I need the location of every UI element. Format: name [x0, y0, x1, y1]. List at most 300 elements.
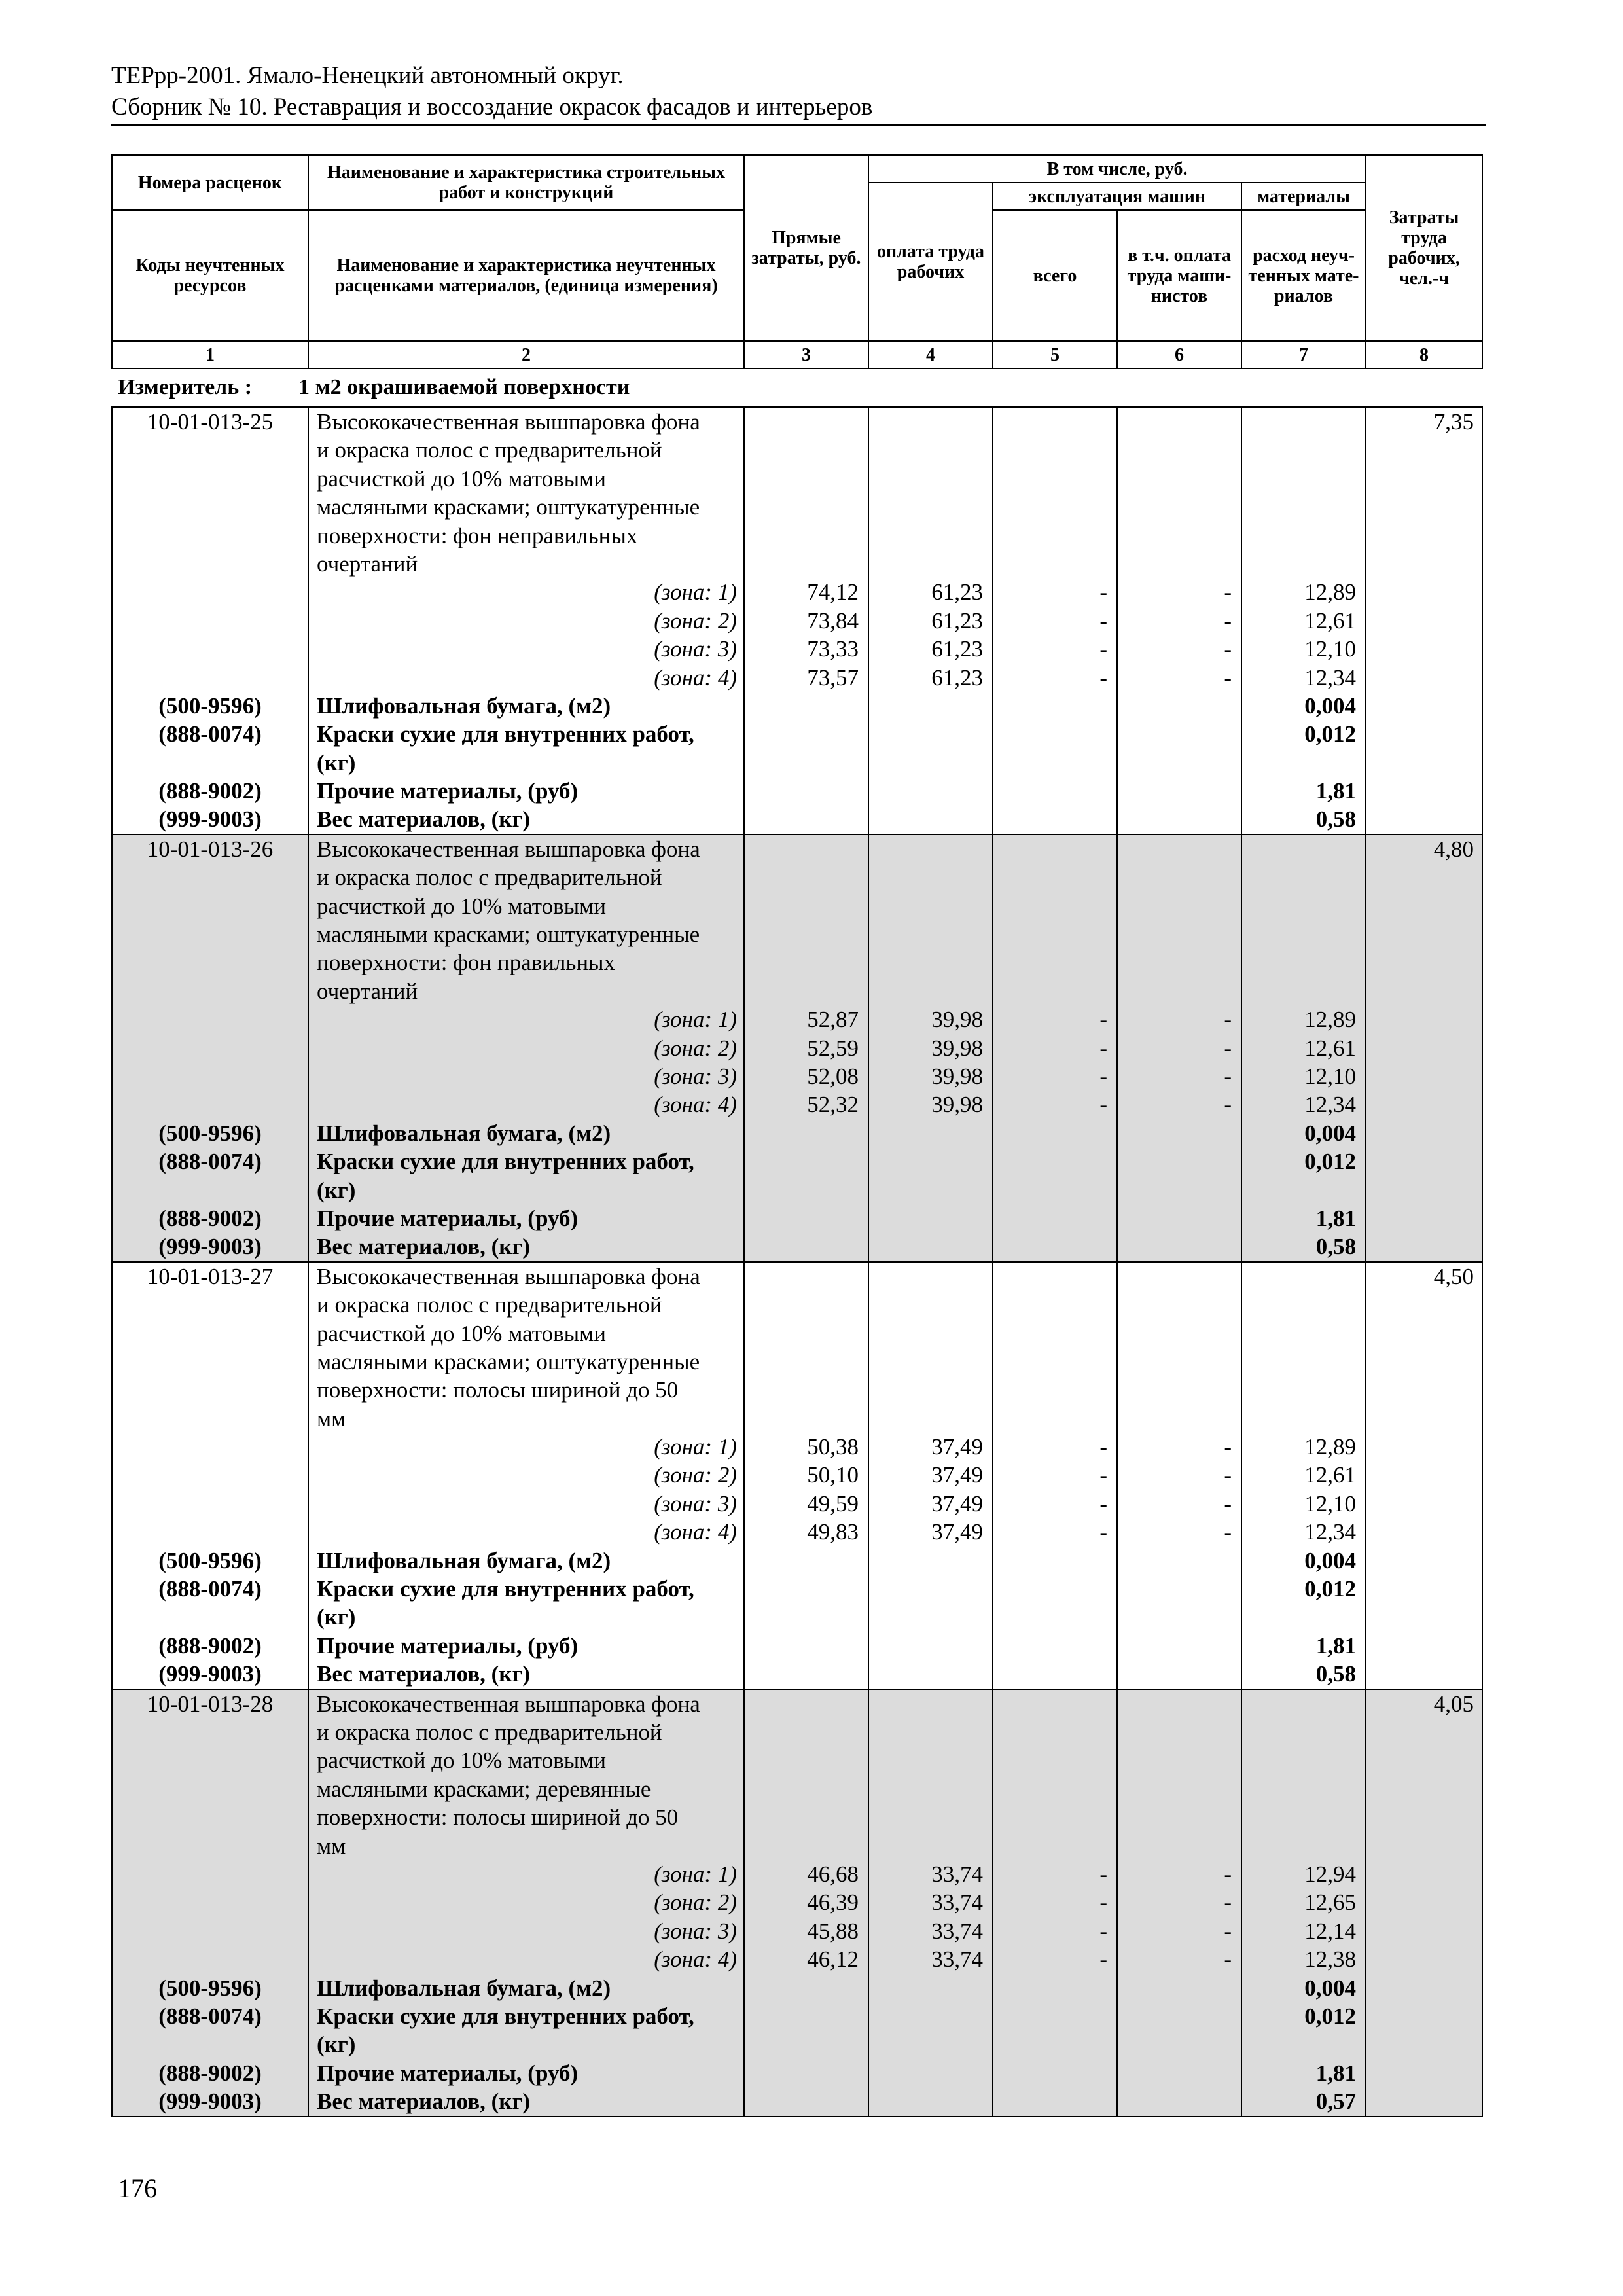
material-qty: 0,58	[1315, 806, 1356, 833]
blank-line	[1118, 1263, 1241, 1291]
materials-value: 12,10	[1304, 636, 1356, 662]
machine-total-value: -	[1099, 1946, 1107, 1973]
direct-cost-value: 52,32	[807, 1092, 859, 1118]
zone-label: (зона: 1)	[654, 1861, 737, 1887]
blank-line	[113, 635, 308, 663]
blank-line	[745, 1690, 868, 1718]
worker-pay-value: 39,98	[931, 1064, 983, 1089]
material-qty: 0,012	[1304, 721, 1356, 747]
blank-line	[113, 1888, 308, 1916]
blank-line	[1242, 1176, 1365, 1204]
machine-total-value: -	[1099, 1035, 1107, 1061]
material-name: Краски сухие для внутренних работ, (кг)	[317, 1149, 694, 1203]
resource-code: (999-9003)	[158, 1234, 262, 1260]
description-line: Высококачественная вышпаровка фона	[317, 1691, 700, 1717]
worker-pay-value: 37,49	[931, 1519, 983, 1545]
direct-cost-value: 46,39	[807, 1890, 859, 1916]
col-including: В том числе, руб.	[868, 155, 1366, 183]
blank-line	[869, 977, 992, 1005]
blank-line	[113, 1917, 308, 1945]
resource-code: (888-0074)	[158, 1149, 262, 1175]
machinist-pay-cell	[1117, 407, 1241, 834]
blank-line	[113, 550, 308, 578]
resource-code: (888-0074)	[158, 2003, 262, 2029]
labor-cell	[1366, 1262, 1482, 1689]
direct-cost-value: 46,12	[807, 1946, 859, 1973]
worker-pay-cell	[868, 407, 993, 834]
blank-line	[113, 1746, 308, 1774]
material-qty: 0,012	[1304, 1576, 1356, 1602]
machine-total-cell	[993, 1262, 1117, 1689]
col-number: 7	[1241, 341, 1366, 368]
header-divider	[111, 124, 1486, 126]
machinist-pay-value: -	[1224, 1007, 1232, 1033]
material-name: Шлифовальная бумага, (м2)	[317, 1547, 611, 1573]
blank-line	[745, 550, 868, 578]
machine-total-value: -	[1099, 1092, 1107, 1118]
worker-pay-value: 33,74	[931, 1861, 983, 1887]
blank-line	[745, 1291, 868, 1319]
material-qty: 0,58	[1315, 1661, 1356, 1687]
materials-value: 12,34	[1304, 1092, 1356, 1118]
machine-total-value: -	[1099, 1064, 1107, 1089]
description-line: и окраска полос с предварительной	[317, 865, 662, 891]
direct-cost-value: 45,88	[807, 1918, 859, 1944]
machinist-pay-value: -	[1224, 1092, 1232, 1118]
blank-line	[113, 1832, 308, 1860]
labor-cell	[1366, 1689, 1482, 2117]
blank-line	[745, 863, 868, 891]
worker-pay-value: 61,23	[931, 664, 983, 691]
description-line: и окраска полос с предварительной	[317, 437, 662, 463]
blank-line	[1242, 1803, 1365, 1831]
machine-total-value: -	[1099, 1434, 1107, 1460]
material-qty: 0,58	[1315, 1234, 1356, 1260]
blank-line	[1242, 892, 1365, 920]
blank-line	[1118, 1832, 1241, 1860]
materials-value: 12,61	[1304, 607, 1356, 634]
measure-line	[118, 375, 630, 400]
blank-line	[113, 1775, 308, 1803]
blank-line	[113, 436, 308, 464]
blank-line	[993, 892, 1116, 920]
description-cell	[308, 1262, 744, 1689]
zone-label: (зона: 1)	[654, 1434, 737, 1460]
machine-total-value: -	[1099, 1007, 1107, 1033]
blank-line	[745, 493, 868, 521]
blank-line	[1118, 1405, 1241, 1433]
zone-label: (зона: 3)	[654, 1918, 737, 1944]
description-line: расчисткой до 10% матовыми	[317, 1320, 606, 1346]
description-line: Высококачественная вышпаровка фона	[317, 1263, 700, 1289]
description-cell	[308, 834, 744, 1262]
description-line: очертаний	[317, 550, 418, 577]
blank-line	[1242, 493, 1365, 521]
materials-value: 12,10	[1304, 1064, 1356, 1089]
collection-title: ТЕРрр-2001. Ямало-Ненецкий автономный округ.	[111, 62, 624, 89]
blank-line	[1118, 863, 1241, 891]
materials-value: 12,10	[1304, 1490, 1356, 1516]
material-qty: 0,004	[1304, 1120, 1356, 1146]
blank-line	[1242, 1319, 1365, 1348]
blank-line	[993, 1348, 1116, 1376]
col-direct-costs: Прямые затраты, руб.	[744, 155, 868, 341]
machine-total-cell	[993, 1689, 1117, 2117]
blank-line	[993, 977, 1116, 1005]
zone-label: (зона: 4)	[654, 1519, 737, 1545]
col-number: 6	[1117, 341, 1241, 368]
zone-label: (зона: 4)	[654, 664, 737, 691]
blank-line	[745, 1718, 868, 1746]
zone-label: (зона: 3)	[654, 1490, 737, 1516]
col-labor-costs: Затраты труда рабочих, чел.-ч	[1366, 155, 1482, 341]
blank-line	[869, 493, 992, 521]
blank-line	[113, 1461, 308, 1489]
blank-line	[745, 522, 868, 550]
worker-pay-value: 61,23	[931, 636, 983, 662]
materials-value: 12,94	[1304, 1861, 1356, 1887]
blank-line	[1242, 948, 1365, 977]
blank-line	[745, 892, 868, 920]
collection-subtitle: Сборник № 10. Реставрация и воссоздание окрасок фасадов и интерьеров	[111, 94, 873, 120]
material-qty: 0,004	[1304, 1975, 1356, 2001]
description-line: поверхности: полосы шириной до 50	[317, 1377, 679, 1403]
machinist-pay-value: -	[1224, 579, 1232, 605]
blank-line	[1118, 977, 1241, 1005]
blank-line	[113, 1433, 308, 1461]
resource-code: (888-9002)	[158, 1205, 262, 1231]
blank-line	[1242, 1376, 1365, 1404]
material-name: Вес материалов, (кг)	[317, 1661, 530, 1687]
blank-line	[993, 522, 1116, 550]
blank-line	[1118, 465, 1241, 493]
materials-value: 12,61	[1304, 1462, 1356, 1488]
blank-line	[1118, 835, 1241, 863]
zone-label: (зона: 3)	[654, 1064, 737, 1089]
blank-line	[993, 1405, 1116, 1433]
blank-line	[1242, 1603, 1365, 1631]
material-name: Вес материалов, (кг)	[317, 2089, 530, 2115]
blank-line	[745, 948, 868, 977]
rate-code: 10-01-013-28	[147, 1691, 274, 1717]
materials-value: 12,89	[1304, 1434, 1356, 1460]
blank-line	[993, 1291, 1116, 1319]
blank-line	[113, 1348, 308, 1376]
blank-line	[113, 664, 308, 692]
blank-line	[869, 1291, 992, 1319]
machinist-pay-cell	[1117, 1689, 1241, 2117]
col-unaccounted-consumption: расход неуч- тенных мате- риалов	[1241, 210, 1366, 341]
material-qty: 1,81	[1315, 1205, 1356, 1231]
rate-code: 10-01-013-26	[147, 836, 274, 862]
blank-line	[993, 863, 1116, 891]
labor-value: 7,35	[1433, 409, 1474, 435]
blank-line	[745, 835, 868, 863]
blank-line	[745, 1405, 868, 1433]
rate-code-cell	[112, 1689, 308, 2117]
zone-label: (зона: 2)	[654, 1462, 737, 1488]
blank-line	[1118, 550, 1241, 578]
blank-line	[1242, 1775, 1365, 1803]
machinist-pay-value: -	[1224, 1946, 1232, 1973]
rate-block	[112, 1689, 1482, 2117]
material-name: Шлифовальная бумага, (м2)	[317, 1975, 611, 2001]
direct-cost-value: 50,38	[807, 1434, 859, 1460]
direct-cost-cell	[744, 834, 868, 1262]
blank-line	[1242, 550, 1365, 578]
blank-line	[113, 749, 308, 777]
machinist-pay-value: -	[1224, 607, 1232, 634]
blank-line	[1242, 1718, 1365, 1746]
blank-line	[113, 1291, 308, 1319]
blank-line	[993, 465, 1116, 493]
blank-line	[1118, 493, 1241, 521]
col-number: 3	[744, 341, 868, 368]
blank-line	[1118, 1348, 1241, 1376]
direct-cost-value: 52,59	[807, 1035, 859, 1061]
direct-cost-value: 73,84	[807, 607, 859, 634]
blank-line	[1118, 892, 1241, 920]
blank-line	[113, 1062, 308, 1090]
material-qty: 1,81	[1315, 2060, 1356, 2086]
blank-line	[993, 1376, 1116, 1404]
labor-value: 4,80	[1433, 836, 1474, 862]
blank-line	[113, 1718, 308, 1746]
blank-line	[1242, 835, 1365, 863]
blank-line	[869, 1718, 992, 1746]
machinist-pay-value: -	[1224, 1064, 1232, 1089]
description-line: поверхности: фон неправильных	[317, 522, 638, 548]
labor-cell	[1366, 407, 1482, 834]
rate-code: 10-01-013-27	[147, 1263, 274, 1289]
blank-line	[1242, 863, 1365, 891]
blank-line	[869, 1376, 992, 1404]
direct-cost-cell	[744, 1689, 868, 2117]
blank-line	[869, 522, 992, 550]
direct-cost-cell	[744, 1262, 868, 1689]
material-qty: 0,57	[1315, 2089, 1356, 2115]
rate-code-cell	[112, 407, 308, 834]
machinist-pay-value: -	[1224, 1861, 1232, 1887]
blank-line	[1242, 1690, 1365, 1718]
blank-line	[113, 578, 308, 606]
blank-line	[1242, 1348, 1365, 1376]
worker-pay-cell	[868, 1262, 993, 1689]
measure-label: Измеритель :	[118, 375, 253, 399]
blank-line	[869, 1832, 992, 1860]
blank-line	[1242, 2030, 1365, 2058]
direct-cost-cell	[744, 407, 868, 834]
worker-pay-value: 33,74	[931, 1918, 983, 1944]
blank-line	[869, 465, 992, 493]
column-header-table	[111, 154, 1483, 369]
blank-line	[1242, 977, 1365, 1005]
col-number: 1	[112, 341, 308, 368]
material-qty: 0,012	[1304, 1149, 1356, 1175]
zone-label: (зона: 2)	[654, 1890, 737, 1916]
blank-line	[113, 1945, 308, 1973]
blank-line	[869, 948, 992, 977]
col-rate-numbers: Номера расценок	[112, 155, 308, 210]
materials-cell	[1241, 1689, 1366, 2117]
machinist-pay-cell	[1117, 834, 1241, 1262]
zone-label: (зона: 4)	[654, 1946, 737, 1973]
machinist-pay-value: -	[1224, 664, 1232, 691]
blank-line	[113, 1319, 308, 1348]
materials-value: 12,34	[1304, 1519, 1356, 1545]
resource-code: (999-9003)	[158, 1661, 262, 1687]
blank-line	[113, 493, 308, 521]
description-line: масляными красками; оштукатуренные	[317, 494, 700, 520]
machine-total-value: -	[1099, 664, 1107, 691]
col-name-unaccounted: Наименование и характеристика неучтенных расценками материалов, (единица измерения)	[308, 210, 744, 341]
blank-line	[1242, 522, 1365, 550]
zone-label: (зона: 3)	[654, 636, 737, 662]
blank-line	[113, 1860, 308, 1888]
blank-line	[869, 1263, 992, 1291]
blank-line	[745, 977, 868, 1005]
description-line: и окраска полос с предварительной	[317, 1719, 662, 1746]
direct-cost-value: 73,57	[807, 664, 859, 691]
zone-label: (зона: 1)	[654, 1007, 737, 1033]
blank-line	[869, 1746, 992, 1774]
zone-label: (зона: 4)	[654, 1092, 737, 1118]
col-number: 8	[1366, 341, 1482, 368]
materials-value: 12,89	[1304, 1007, 1356, 1033]
col-machinist-pay: в т.ч. оплата труда маши- нистов	[1117, 210, 1241, 341]
blank-line	[993, 920, 1116, 948]
description-line: масляными красками; оштукатуренные	[317, 1348, 700, 1374]
blank-line	[869, 1690, 992, 1718]
material-qty: 0,004	[1304, 1547, 1356, 1573]
blank-line	[113, 522, 308, 550]
material-name: Краски сухие для внутренних работ, (кг)	[317, 721, 694, 776]
blank-line	[1118, 1319, 1241, 1348]
blank-line	[1118, 948, 1241, 977]
materials-cell	[1241, 1262, 1366, 1689]
blank-line	[745, 1832, 868, 1860]
blank-line	[745, 1746, 868, 1774]
blank-line	[745, 1376, 868, 1404]
blank-line	[1242, 408, 1365, 436]
direct-cost-value: 46,68	[807, 1861, 859, 1887]
direct-cost-value: 49,59	[807, 1490, 859, 1516]
blank-line	[869, 408, 992, 436]
materials-value: 12,61	[1304, 1035, 1356, 1061]
blank-line	[113, 1803, 308, 1831]
blank-line	[993, 408, 1116, 436]
machinist-pay-value: -	[1224, 1918, 1232, 1944]
blank-line	[993, 948, 1116, 977]
blank-line	[113, 1376, 308, 1404]
material-name: Шлифовальная бумага, (м2)	[317, 1120, 611, 1146]
material-name: Вес материалов, (кг)	[317, 1234, 530, 1260]
materials-value: 12,34	[1304, 664, 1356, 691]
blank-line	[1242, 465, 1365, 493]
rates-table	[111, 406, 1483, 2117]
rate-code: 10-01-013-25	[147, 409, 274, 435]
blank-line	[1242, 1832, 1365, 1860]
col-number: 4	[868, 341, 993, 368]
material-name: Прочие материалы, (руб)	[317, 1205, 579, 1231]
material-name: Вес материалов, (кг)	[317, 806, 530, 833]
material-name: Прочие материалы, (руб)	[317, 1632, 579, 1659]
blank-line	[745, 1348, 868, 1376]
blank-line	[745, 465, 868, 493]
description-line: мм	[317, 1405, 346, 1431]
materials-value: 12,65	[1304, 1890, 1356, 1916]
blank-line	[993, 1718, 1116, 1746]
worker-pay-cell	[868, 834, 993, 1262]
blank-line	[1118, 1718, 1241, 1746]
rate-code-cell	[112, 834, 308, 1262]
blank-line	[113, 1090, 308, 1119]
zone-label: (зона: 2)	[654, 607, 737, 634]
blank-line	[1118, 522, 1241, 550]
machine-total-value: -	[1099, 607, 1107, 634]
direct-cost-value: 73,33	[807, 636, 859, 662]
blank-line	[745, 1319, 868, 1348]
blank-line	[113, 863, 308, 891]
rate-code-cell	[112, 1262, 308, 1689]
worker-pay-value: 61,23	[931, 579, 983, 605]
col-worker-pay: оплата труда рабочих	[868, 183, 993, 341]
blank-line	[993, 1832, 1116, 1860]
blank-line	[869, 863, 992, 891]
blank-line	[1118, 1690, 1241, 1718]
machine-total-value: -	[1099, 1462, 1107, 1488]
blank-line	[113, 1518, 308, 1546]
col-resource-codes: Коды неучтенных ресурсов	[112, 210, 308, 341]
blank-line	[1118, 1291, 1241, 1319]
blank-line	[113, 920, 308, 948]
blank-line	[993, 835, 1116, 863]
blank-line	[993, 1775, 1116, 1803]
blank-line	[1118, 1803, 1241, 1831]
blank-line	[113, 948, 308, 977]
col-materials: материалы	[1241, 183, 1366, 210]
worker-pay-value: 37,49	[931, 1462, 983, 1488]
description-line: расчисткой до 10% матовыми	[317, 1748, 606, 1774]
machinist-pay-value: -	[1224, 1462, 1232, 1488]
blank-line	[113, 892, 308, 920]
blank-line	[1118, 1775, 1241, 1803]
labor-value: 4,50	[1433, 1263, 1474, 1289]
machinist-pay-value: -	[1224, 1434, 1232, 1460]
col-name-char: Наименование и характеристика строительных работ и конструкций	[308, 155, 744, 210]
blank-line	[869, 1803, 992, 1831]
description-line: масляными красками; деревянные	[317, 1776, 651, 1802]
machinist-pay-value: -	[1224, 1890, 1232, 1916]
blank-line	[745, 1775, 868, 1803]
material-name: Краски сухие для внутренних работ, (кг)	[317, 2003, 694, 2058]
materials-value: 12,89	[1304, 579, 1356, 605]
blank-line	[113, 465, 308, 493]
machinist-pay-value: -	[1224, 636, 1232, 662]
machine-total-value: -	[1099, 636, 1107, 662]
blank-line	[113, 1176, 308, 1204]
blank-line	[1242, 749, 1365, 777]
page-number: 176	[118, 2174, 157, 2203]
blank-line	[113, 2030, 308, 2058]
labor-cell	[1366, 834, 1482, 1262]
resource-code: (888-0074)	[158, 1576, 262, 1602]
blank-line	[113, 977, 308, 1005]
blank-line	[993, 550, 1116, 578]
machinist-pay-value: -	[1224, 1035, 1232, 1061]
direct-cost-value: 50,10	[807, 1462, 859, 1488]
machine-total-value: -	[1099, 1519, 1107, 1545]
